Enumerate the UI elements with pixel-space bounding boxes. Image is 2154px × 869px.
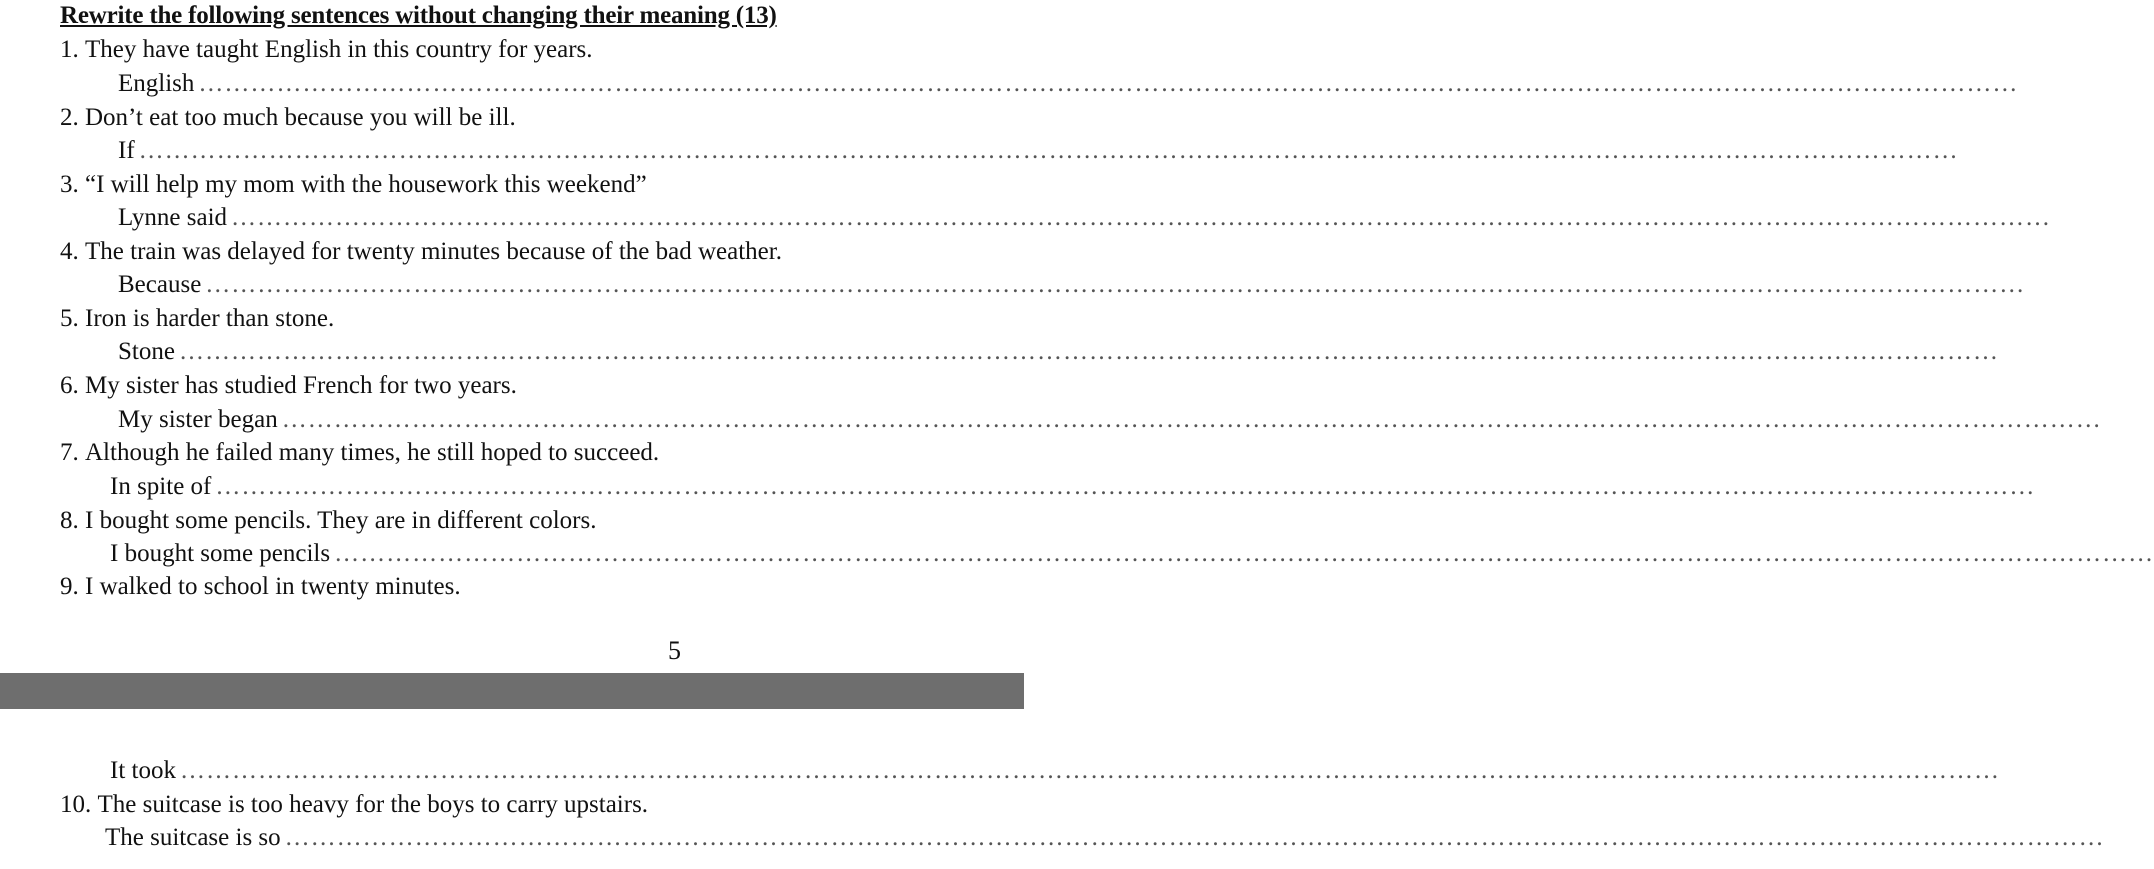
answer-starter: The suitcase is so bbox=[105, 824, 281, 851]
answer-starter: In spite of bbox=[110, 473, 212, 500]
answer-starter: Lynne said bbox=[118, 204, 228, 231]
answer-line-1[interactable] bbox=[118, 69, 2019, 99]
answer-blank[interactable]: ………………………………………………………………………………………………………………………………………………………………………………………… bbox=[198, 70, 2019, 97]
question-text: Although he failed many times, he still hoped to succeed. bbox=[85, 439, 660, 466]
question-3 bbox=[60, 170, 647, 200]
question-number: 5. bbox=[60, 305, 79, 332]
answer-blank[interactable]: ………………………………………………………………………………………………………………………………………………………………………………………… bbox=[231, 204, 2052, 231]
question-number: 1. bbox=[60, 36, 79, 63]
question-number: 7. bbox=[60, 439, 79, 466]
answer-starter: I bought some pencils bbox=[110, 540, 331, 567]
answer-line-3[interactable] bbox=[118, 203, 2052, 233]
question-1 bbox=[60, 35, 593, 65]
question-text: The train was delayed for twenty minutes because of the bad weather. bbox=[85, 238, 782, 265]
question-2 bbox=[60, 103, 516, 133]
question-7 bbox=[60, 438, 659, 468]
question-number: 8. bbox=[60, 507, 79, 534]
question-text: My sister has studied French for two years. bbox=[85, 372, 517, 399]
answer-blank[interactable]: ………………………………………………………………………………………………………………………………………………………………………………………… bbox=[178, 338, 1999, 365]
answer-line-10[interactable] bbox=[105, 823, 2105, 853]
question-text: I walked to school in twenty minutes. bbox=[85, 573, 461, 600]
question-number: 9. bbox=[60, 573, 79, 600]
answer-line-9[interactable] bbox=[110, 756, 2000, 786]
answer-line-7[interactable] bbox=[110, 472, 2036, 502]
answer-starter: English bbox=[118, 70, 195, 97]
answer-line-2[interactable] bbox=[118, 136, 1959, 166]
question-number: 4. bbox=[60, 238, 79, 265]
answer-line-8[interactable] bbox=[110, 539, 2154, 569]
page-number: 5 bbox=[668, 636, 681, 665]
question-5 bbox=[60, 304, 334, 334]
answer-blank[interactable]: ………………………………………………………………………………………………………………………………………………………………………………………… bbox=[138, 137, 1959, 164]
question-number: 3. bbox=[60, 171, 79, 198]
worksheet-heading: Rewrite the following sentences without changing their meaning (13) bbox=[60, 2, 777, 29]
question-text: I bought some pencils. They are in different colors. bbox=[85, 507, 597, 534]
question-4 bbox=[60, 237, 782, 267]
question-number: 2. bbox=[60, 104, 79, 131]
question-number: 10. bbox=[60, 791, 92, 818]
question-9 bbox=[60, 572, 461, 602]
question-8 bbox=[60, 506, 596, 536]
answer-blank[interactable]: ………………………………………………………………………………………………………………………………………………………………………………………… bbox=[179, 757, 2000, 784]
question-10 bbox=[60, 790, 648, 820]
question-6 bbox=[60, 371, 517, 401]
question-text: They have taught English in this country for years. bbox=[85, 36, 593, 63]
answer-blank[interactable]: ………………………………………………………………………………………………………………………………………………………………………………………… bbox=[281, 406, 2102, 433]
question-text: “I will help my mom with the housework this weekend” bbox=[85, 171, 647, 198]
question-number: 6. bbox=[60, 372, 79, 399]
answer-starter: It took bbox=[110, 757, 176, 784]
answer-line-4[interactable] bbox=[118, 270, 2026, 300]
question-text: Iron is harder than stone. bbox=[85, 305, 335, 332]
question-text: Don’t eat too much because you will be ill. bbox=[85, 104, 516, 131]
answer-blank[interactable]: ………………………………………………………………………………………………………………………………………………………………………………………… bbox=[334, 540, 2154, 567]
answer-line-6[interactable] bbox=[118, 405, 2102, 435]
answer-blank[interactable]: ………………………………………………………………………………………………………………………………………………………………………………………… bbox=[215, 473, 2036, 500]
answer-blank[interactable]: ………………………………………………………………………………………………………………………………………………………………………………………… bbox=[205, 271, 2026, 298]
answer-starter: Stone bbox=[118, 338, 175, 365]
answer-starter: If bbox=[118, 137, 135, 164]
page-break-bar bbox=[0, 673, 1024, 709]
answer-line-5[interactable] bbox=[118, 337, 1999, 367]
answer-starter: Because bbox=[118, 271, 202, 298]
answer-starter: My sister began bbox=[118, 406, 278, 433]
answer-blank[interactable]: ………………………………………………………………………………………………………………………………………………………………………………………… bbox=[284, 824, 2105, 851]
question-text: The suitcase is too heavy for the boys to carry upstairs. bbox=[97, 791, 649, 818]
